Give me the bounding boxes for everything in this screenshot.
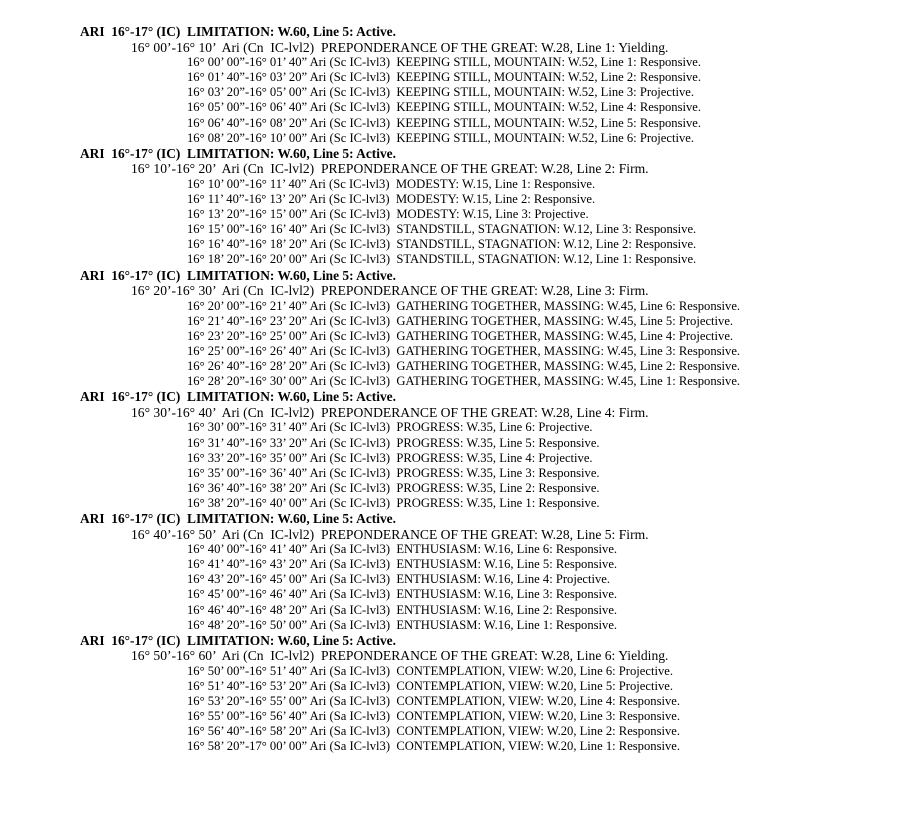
detail-line: 16° 43’ 20”-16° 45’ 00” Ari (Sa IC-lvl3) ENTHUSIASM: W.16, Line 4: Projective. [187, 572, 611, 587]
detail-line: 16° 03’ 20”-16° 05’ 00” Ari (Sc IC-lvl3) KEEPING STILL, MOUNTAIN: W.52, Line 3: Projective. [187, 85, 695, 100]
subsection-header: 16° 50’-16° 60’ Ari (Cn IC-lvl2) PREPONDERANCE OF THE GREAT: W.28, Line 6: Yielding. [131, 648, 669, 664]
detail-line: 16° 00’ 00”-16° 01’ 40” Ari (Sc IC-lvl3) KEEPING STILL, MOUNTAIN: W.52, Line 1: Responsive. [187, 55, 702, 70]
detail-line: 16° 36’ 40”-16° 38’ 20” Ari (Sc IC-lvl3) PROGRESS: W.35, Line 2: Responsive. [187, 480, 600, 495]
detail-line: 16° 51’ 40”-16° 53’ 20” Ari (Sa IC-lvl3) CONTEMPLATION, VIEW: W.20, Line 5: Projective. [187, 679, 673, 694]
detail-line: 16° 20’ 00”-16° 21’ 40” Ari (Sc IC-lvl3) GATHERING TOGETHER, MASSING: W.45, Line 6: Responsive. [187, 298, 741, 313]
detail-line: 16° 06’ 40”-16° 08’ 20” Ari (Sc IC-lvl3) KEEPING STILL, MOUNTAIN: W.52, Line 5: Responsive. [187, 115, 702, 130]
detail-line: 16° 48’ 20”-16° 50’ 00” Ari (Sa IC-lvl3) ENTHUSIASM: W.16, Line 1: Responsive. [187, 617, 618, 632]
detail-line: 16° 08’ 20”-16° 10’ 00” Ari (Sc IC-lvl3) KEEPING STILL, MOUNTAIN: W.52, Line 6: Projective. [187, 130, 695, 145]
subsection-header: 16° 10’-16° 20’ Ari (Cn IC-lvl2) PREPONDERANCE OF THE GREAT: W.28, Line 2: Firm. [131, 161, 649, 177]
detail-line: 16° 45’ 00”-16° 46’ 40” Ari (Sa IC-lvl3) ENTHUSIASM: W.16, Line 3: Responsive. [187, 587, 618, 602]
detail-line: 16° 18’ 20”-16° 20’ 00” Ari (Sc IC-lvl3) STANDSTILL, STAGNATION: W.12, Line 1: Responsive. [187, 252, 697, 267]
section-block [0, 146, 900, 268]
section-block [0, 511, 900, 633]
section-header: ARI 16°-17° (IC) LIMITATION: W.60, Line 5: Active. [80, 632, 396, 648]
section-header: ARI 16°-17° (IC) LIMITATION: W.60, Line 5: Active. [80, 511, 396, 526]
detail-line: 16° 41’ 40”-16° 43’ 20” Ari (Sa IC-lvl3) ENTHUSIASM: W.16, Line 5: Responsive. [187, 557, 618, 572]
detail-line: 16° 40’ 00”-16° 41’ 40” Ari (Sa IC-lvl3) ENTHUSIASM: W.16, Line 6: Responsive. [187, 542, 618, 557]
detail-line: 16° 05’ 00”-16° 06’ 40” Ari (Sc IC-lvl3) KEEPING STILL, MOUNTAIN: W.52, Line 4: Responsive. [187, 100, 702, 115]
subsection-header: 16° 00’-16° 10’ Ari (Cn IC-lvl2) PREPONDERANCE OF THE GREAT: W.28, Line 1: Yielding. [131, 39, 669, 55]
section-header: ARI 16°-17° (IC) LIMITATION: W.60, Line 5: Active. [80, 145, 396, 161]
detail-line: 16° 46’ 40”-16° 48’ 20” Ari (Sa IC-lvl3) ENTHUSIASM: W.16, Line 2: Responsive. [187, 602, 618, 617]
section-header: ARI 16°-17° (IC) LIMITATION: W.60, Line 5: Active. [80, 267, 396, 283]
detail-line: 16° 30’ 00”-16° 31’ 40” Ari (Sc IC-lvl3) PROGRESS: W.35, Line 6: Projective. [187, 420, 593, 435]
detail-line: 16° 15’ 00”-16° 16’ 40” Ari (Sc IC-lvl3) STANDSTILL, STAGNATION: W.12, Line 3: Responsive. [187, 222, 697, 237]
section-block [0, 633, 900, 755]
detail-line: 16° 13’ 20”-16° 15’ 00” Ari (Sc IC-lvl3) MODESTY: W.15, Line 3: Projective. [187, 207, 589, 222]
section-block [0, 268, 900, 390]
section-header: ARI 16°-17° (IC) LIMITATION: W.60, Line 5: Active. [80, 389, 396, 405]
detail-line: 16° 38’ 20”-16° 40’ 00” Ari (Sc IC-lvl3) PROGRESS: W.35, Line 1: Responsive. [187, 495, 600, 510]
detail-line: 16° 55’ 00”-16° 56’ 40” Ari (Sa IC-lvl3) CONTEMPLATION, VIEW: W.20, Line 3: Responsive. [187, 709, 681, 724]
detail-line: 16° 11’ 40”-16° 13’ 20” Ari (Sc IC-lvl3) MODESTY: W.15, Line 2: Responsive. [187, 192, 596, 207]
subsection-header: 16° 30’-16° 40’ Ari (Cn IC-lvl2) PREPONDERANCE OF THE GREAT: W.28, Line 4: Firm. [131, 404, 649, 420]
detail-line: 16° 16’ 40”-16° 18’ 20” Ari (Sc IC-lvl3) STANDSTILL, STAGNATION: W.12, Line 2: Responsive. [187, 237, 697, 252]
detail-line: 16° 10’ 00”-16° 11’ 40” Ari (Sc IC-lvl3) MODESTY: W.15, Line 1: Responsive. [187, 176, 596, 191]
detail-line: 16° 01’ 40”-16° 03’ 20” Ari (Sc IC-lvl3) KEEPING STILL, MOUNTAIN: W.52, Line 2: Responsive. [187, 70, 702, 85]
subsection-header: 16° 20’-16° 30’ Ari (Cn IC-lvl2) PREPONDERANCE OF THE GREAT: W.28, Line 3: Firm. [131, 283, 649, 299]
detail-line: 16° 23’ 20”-16° 25’ 00” Ari (Sc IC-lvl3) GATHERING TOGETHER, MASSING: W.45, Line 4: Projective. [187, 328, 734, 343]
document-body [0, 24, 900, 755]
detail-line: 16° 26’ 40”-16° 28’ 20” Ari (Sc IC-lvl3) GATHERING TOGETHER, MASSING: W.45, Line 2: Responsive. [187, 359, 741, 374]
detail-line: 16° 25’ 00”-16° 26’ 40” Ari (Sc IC-lvl3) GATHERING TOGETHER, MASSING: W.45, Line 3: Responsive. [187, 343, 741, 358]
detail-line: 16° 50’ 00”-16° 51’ 40” Ari (Sa IC-lvl3) CONTEMPLATION, VIEW: W.20, Line 6: Projective. [187, 663, 673, 678]
detail-line: 16° 28’ 20”-16° 30’ 00” Ari (Sc IC-lvl3) GATHERING TOGETHER, MASSING: W.45, Line 1: Responsive. [187, 374, 741, 389]
detail-line: 16° 56’ 40”-16° 58’ 20” Ari (Sa IC-lvl3) CONTEMPLATION, VIEW: W.20, Line 2: Responsive. [187, 724, 681, 739]
section-block [0, 389, 900, 511]
detail-line: 16° 21’ 40”-16° 23’ 20” Ari (Sc IC-lvl3) GATHERING TOGETHER, MASSING: W.45, Line 5: Projective. [187, 313, 734, 328]
section-header: ARI 16°-17° (IC) LIMITATION: W.60, Line 5: Active. [80, 24, 396, 39]
detail-line: 16° 58’ 20”-17° 00’ 00” Ari (Sa IC-lvl3) CONTEMPLATION, VIEW: W.20, Line 1: Responsive. [187, 739, 681, 754]
detail-line: 16° 33’ 20”-16° 35’ 00” Ari (Sc IC-lvl3) PROGRESS: W.35, Line 4: Projective. [187, 450, 593, 465]
detail-line: 16° 35’ 00”-16° 36’ 40” Ari (Sc IC-lvl3) PROGRESS: W.35, Line 3: Responsive. [187, 465, 600, 480]
section-block [0, 24, 900, 146]
detail-line: 16° 53’ 20”-16° 55’ 00” Ari (Sa IC-lvl3) CONTEMPLATION, VIEW: W.20, Line 4: Responsive. [187, 694, 681, 709]
subsection-header: 16° 40’-16° 50’ Ari (Cn IC-lvl2) PREPONDERANCE OF THE GREAT: W.28, Line 5: Firm. [131, 526, 649, 542]
detail-line: 16° 31’ 40”-16° 33’ 20” Ari (Sc IC-lvl3) PROGRESS: W.35, Line 5: Responsive. [187, 435, 600, 450]
